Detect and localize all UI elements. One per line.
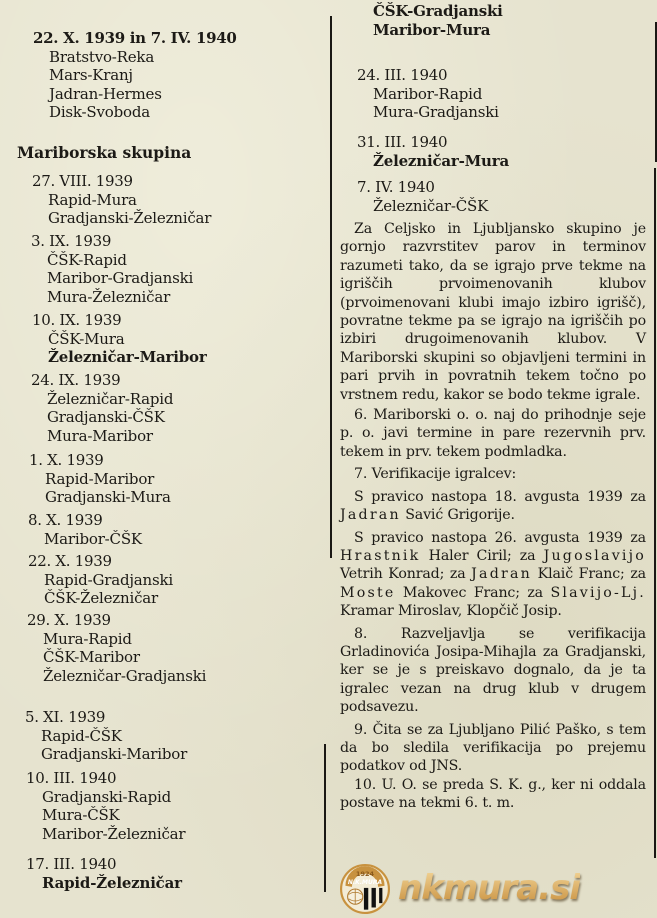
paragraph-8: 8. Razveljavlja se verifikacija Grladinovića Josipa-Mihajla za Gradjanski, ker se je s preiskavo dognalo, da je ta igralec vezan na drug klub v drugem podsavezu. bbox=[340, 625, 646, 716]
section-title: Mariborska skupina bbox=[17, 143, 192, 162]
nk-mura-logo-icon bbox=[340, 864, 390, 914]
match: Mura-Železničar bbox=[47, 287, 171, 306]
match: Mura-Maribor bbox=[47, 426, 153, 445]
match: Mura-Gradjanski bbox=[373, 103, 499, 121]
round-block bbox=[26, 855, 182, 892]
club-name: Jadran bbox=[471, 566, 532, 583]
text: S pravico nastopa 26. avgusta 1939 za bbox=[354, 529, 646, 546]
round-date: 1. X. 1939 bbox=[29, 451, 104, 469]
column-divider bbox=[330, 16, 332, 558]
round-date: 7. IV. 1940 bbox=[357, 178, 435, 196]
match: Železničar-ČŠK bbox=[373, 196, 489, 215]
match: Železničar-Rapid bbox=[47, 389, 174, 408]
match: ČŠK-Železničar bbox=[44, 589, 158, 607]
match: Gradjanski-Železničar bbox=[48, 209, 212, 227]
match: Mura-Rapid bbox=[43, 629, 132, 648]
text: Makovec Franc; za bbox=[402, 584, 543, 601]
watermark-site-text: nkmura.si bbox=[398, 868, 580, 908]
body-text bbox=[340, 220, 646, 813]
match: Železničar-Mura bbox=[373, 151, 509, 170]
match: Maribor-ČŠK bbox=[44, 529, 142, 548]
match: Mura-ČŠK bbox=[42, 806, 120, 824]
match: Gradjanski-Maribor bbox=[41, 745, 188, 763]
match: ČŠK-Maribor bbox=[43, 648, 140, 666]
text: Vetrih Konrad; za bbox=[340, 566, 466, 583]
round-block bbox=[28, 552, 173, 608]
text: Kramar Miroslav, Klopčič Josip. bbox=[340, 603, 562, 620]
paragraph-7b bbox=[340, 529, 646, 621]
column-divider bbox=[324, 744, 326, 892]
right-edge-rule bbox=[654, 168, 656, 858]
match: Bratstvo-Reka bbox=[49, 47, 155, 66]
logo-year: 1924 bbox=[355, 869, 375, 878]
round-block bbox=[28, 511, 142, 548]
round-block bbox=[32, 311, 207, 367]
round-date: 10. IX. 1939 bbox=[32, 311, 122, 329]
round-block bbox=[31, 371, 173, 445]
round-block bbox=[357, 178, 488, 215]
text: S pravico nastopa 18. avgusta 1939 za bbox=[354, 488, 646, 505]
round-block bbox=[29, 451, 171, 507]
paragraph-7a bbox=[340, 488, 646, 525]
club-name: Slavijo-Lj. bbox=[550, 584, 646, 601]
round-block bbox=[32, 172, 211, 228]
text: Haler Ciril; za bbox=[428, 547, 536, 564]
match: Rapid-Železničar bbox=[42, 873, 182, 892]
round-block bbox=[27, 611, 206, 685]
round-date: 22. X. 1939 in 7. IV. 1940 bbox=[33, 29, 237, 47]
match: Disk-Svoboda bbox=[49, 103, 150, 121]
paragraph-groups-note: Za Celjsko in Ljubljansko skupino je gornjo razvrstitev parov in terminov razumeti tako, da se igrajo prve tekme na igriščih prvoimenovanih klubov (prvoimenovani klubi imajo izbiro igrišč), povratne tekme pa se igrajo na igriščih po izbiri drugoimenovanih klubov. V Mariborski skupini so objavljeni termini in pari prvih in povratnih tekem točno po vrstnem redu, kakor se bodo tekme igrale. bbox=[340, 221, 646, 403]
paragraph-9: 9. Čita se za Ljubljano Pilić Paško, s tem da bo sledila verifikacija po prejemu podatkov od JNS. bbox=[340, 721, 646, 775]
continued-matches bbox=[373, 2, 503, 39]
paragraph-7: 7. Verifikacije igralcev: bbox=[354, 466, 517, 483]
round-date: 29. X. 1939 bbox=[27, 611, 111, 629]
match: Maribor-Gradjanski bbox=[47, 269, 194, 287]
paragraph-6: 6. Mariborski o. o. naj do prihodnje seje p. o. javi termine in pare rezervnih prv. tekem in prv. tekem podmladka. bbox=[340, 407, 646, 460]
match: Gradjanski-Mura bbox=[45, 488, 171, 506]
round-date: 27. VIII. 1939 bbox=[32, 172, 133, 190]
match: ČŠK-Mura bbox=[48, 329, 125, 348]
club-name: Hrastnik bbox=[340, 547, 421, 564]
round-date: 24. III. 1940 bbox=[357, 66, 448, 84]
match: Jadran-Hermes bbox=[49, 84, 162, 103]
round-date: 10. III. 1940 bbox=[26, 769, 117, 787]
text: Klaič Franc; za bbox=[537, 566, 646, 583]
club-name: Jugoslavijo bbox=[543, 547, 646, 564]
logo-name: N.K.MURA bbox=[347, 879, 383, 887]
match: Železničar-Gradjanski bbox=[43, 666, 207, 685]
paragraph-10: 10. U. O. se preda S. K. g., ker ni oddala postave na tekmi 6. t. m. bbox=[340, 776, 646, 812]
top-round-block bbox=[33, 29, 237, 122]
text: Savić Grigorije. bbox=[405, 507, 515, 524]
round-date: 5. XI. 1939 bbox=[25, 708, 106, 726]
match: Maribor-Mura bbox=[373, 20, 491, 39]
club-name: Moste bbox=[340, 584, 396, 601]
match: Maribor-Železničar bbox=[42, 824, 186, 843]
match: ČŠK-Gradjanski bbox=[373, 2, 503, 20]
round-block bbox=[357, 133, 509, 170]
match: Železničar-Maribor bbox=[48, 348, 207, 366]
round-block bbox=[26, 769, 185, 843]
match: Maribor-Rapid bbox=[373, 84, 483, 103]
match: Rapid-Mura bbox=[48, 190, 137, 209]
round-date: 17. III. 1940 bbox=[26, 855, 117, 873]
round-block bbox=[357, 66, 499, 122]
round-block bbox=[31, 232, 193, 306]
match: Rapid-Maribor bbox=[45, 469, 155, 488]
round-date: 24. IX. 1939 bbox=[31, 371, 121, 389]
club-name: Jadran bbox=[340, 507, 401, 524]
round-date: 22. X. 1939 bbox=[28, 552, 112, 570]
match: Gradjanski-Rapid bbox=[42, 787, 171, 806]
round-date: 31. III. 1940 bbox=[357, 133, 448, 151]
match: Mars-Kranj bbox=[49, 66, 133, 84]
match: Rapid-Gradjanski bbox=[44, 570, 173, 589]
match: Rapid-ČŠK bbox=[41, 726, 122, 745]
match: Gradjanski-ČŠK bbox=[47, 408, 165, 426]
round-date: 3. IX. 1939 bbox=[31, 232, 112, 250]
match: ČŠK-Rapid bbox=[47, 250, 127, 269]
round-date: 8. X. 1939 bbox=[28, 511, 103, 529]
round-block bbox=[25, 708, 187, 764]
